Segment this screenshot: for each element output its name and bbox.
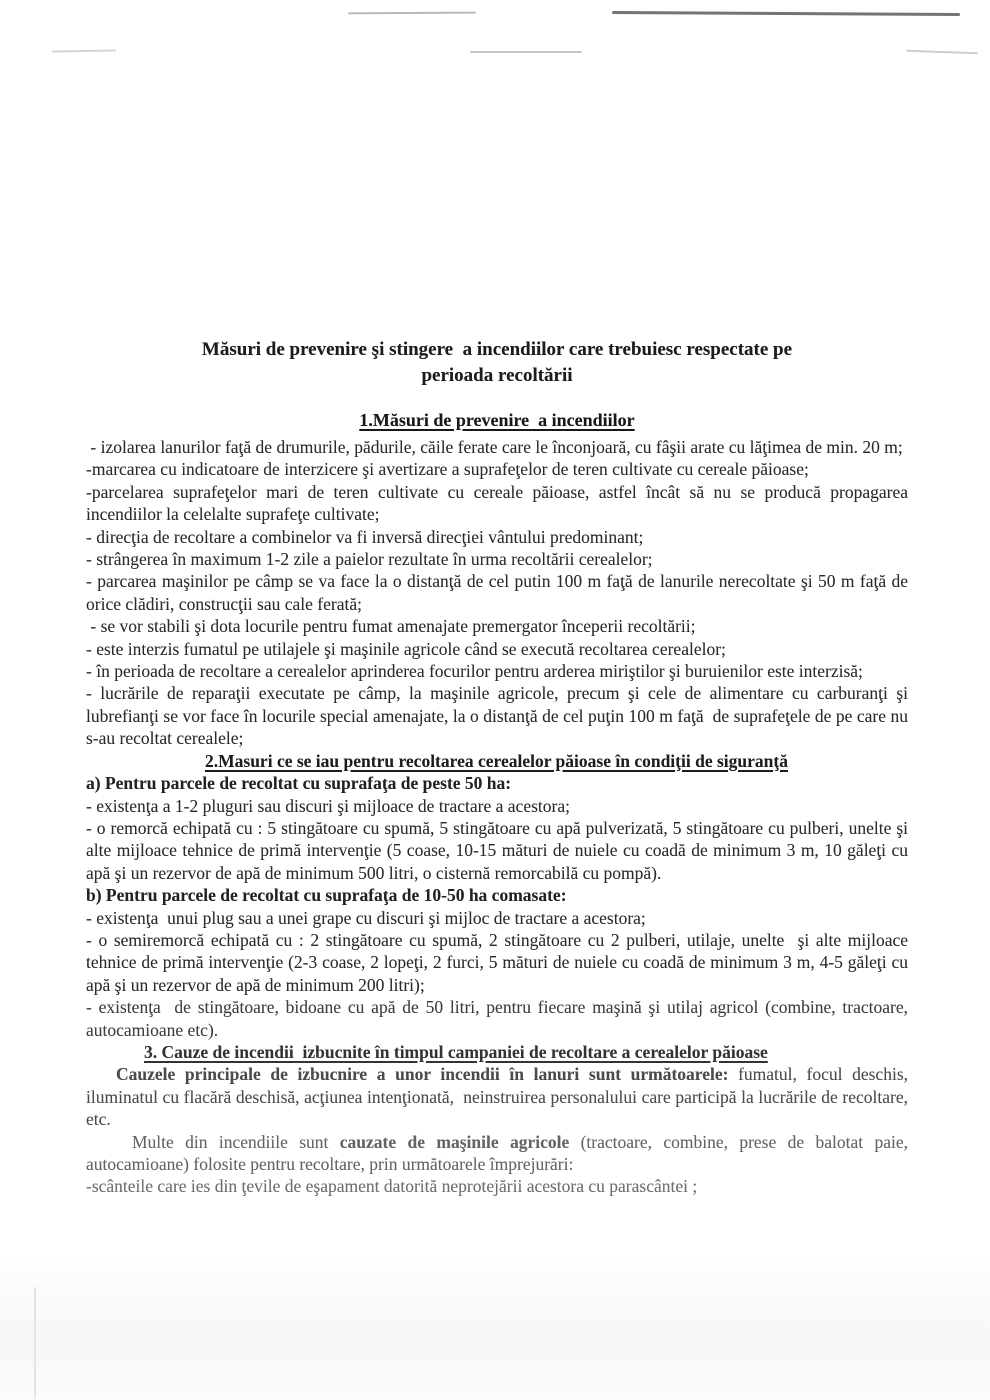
section-3-paragraph-causes — [86, 1063, 908, 1130]
section-1-item: - direcţia de recoltare a combinelor va fi inversă direcţiei vântului predominant; — [86, 526, 644, 547]
section-1-item: - lucrările de reparaţii executate pe câmp, la maşinile agricole, precum şi cele de alimentare cu carburanţi şi lubrefianţi se vor face în locurile special amenajate, la o distanţă de cel puţin 100 m faţă de suprafeţele de pe care nu s-au recoltat cerealele; — [86, 683, 908, 749]
section-3-paragraph-machines-pre: Multe din incendiile sunt — [132, 1131, 340, 1152]
section-1-item: -marcarea cu indicatoare de interzicere şi avertizare a suprafeţelor de teren cultivate cu cereale păioase; — [86, 459, 809, 480]
scan-artifact-line — [34, 1287, 36, 1399]
scan-artifact-line — [470, 51, 582, 53]
section-2a-heading: a) Pentru parcele de recoltat cu suprafaţa de peste 50 ha: — [86, 773, 512, 794]
scan-artifact-line — [906, 50, 978, 55]
document-body — [86, 436, 908, 1198]
section-1-item: - în perioada de recoltare a cerealelor aprinderea focurilor pentru arderea miriştilor şi buruienilor este interzisă; — [86, 661, 863, 682]
section-2b-heading: b) Pentru parcele de recoltat cu suprafaţa de 10-50 ha comasate: — [86, 885, 567, 906]
scan-artifact-line — [612, 11, 960, 16]
section-3-paragraph-causes-rest: fumatul, focul deschis, iluminatul cu flacără deschisă, acţiunea intenţionată, neinstruirea personalului care participă la lucrările de recoltare, etc. — [86, 1064, 909, 1130]
document-title-line2: perioada recoltării — [421, 365, 573, 386]
section-3-paragraph-machines — [86, 1131, 908, 1176]
section-2b-item: - existenţa unui plug sau a unei grape cu discuri şi mijloc de tractare a acestora; — [86, 907, 646, 928]
document-title-line1: Măsuri de prevenire şi stingere a incendiilor care trebuiesc respectate pe — [201, 339, 793, 360]
section-3-paragraph-causes-lead: Cauzele principale de izbucnire a unor incendii în lanuri sunt următoarele: — [116, 1064, 729, 1085]
section-1-item: - se vor stabili şi dota locurile pentru fumat amenajate premergator începerii recoltării; — [86, 616, 696, 637]
section-3-paragraph-machines-bold: cauzate de maşinile agricole — [339, 1131, 570, 1152]
section-1-item: -parcelarea suprafeţelor mari de teren cultivate cu cereale păioase, astfel încât să nu se producă propagarea incendiilor la celelalte suprafeţe cultivate; — [86, 481, 908, 525]
section-2b-item: - existenţa de stingătoare, bidoane cu apă de 50 litri, pentru fiecare maşină şi utilaj agricol (combine, tractoare, autocamioane etc). — [86, 997, 908, 1040]
section-3-paragraph-sparks: -scânteile care ies din ţevile de eşapament datorită neprotejării acestora cu parascântei ; — [86, 1176, 698, 1197]
document-title — [86, 337, 908, 389]
document-content — [86, 337, 908, 1198]
section-3-paragraph-machines-rest: (tractoare, combine, prese de balotat paie, autocamioane) folosite pentru recoltare, prin următoarele împrejurări: — [86, 1131, 908, 1174]
section-3-heading: 3. Cauze de incendii izbucnite în timpul campaniei de recoltare a cerealelor păioase — [144, 1041, 768, 1062]
section-1-item: - strângerea în maximum 1-2 zile a paielor rezultate în urma recoltării cerealelor; — [86, 549, 653, 570]
scan-artifact-line — [348, 12, 476, 15]
section-2a-item: - existenţa a 1-2 pluguri sau discuri şi mijloace de tractare a acestora; — [86, 795, 570, 816]
section-1-item: - izolarea lanurilor faţă de drumurile, pădurile, căile ferate care le înconjoară, cu fâşii arate cu lăţimea de min. 20 m; — [86, 437, 903, 457]
section-2-heading: 2.Masuri ce se iau pentru recoltarea cerealelor păioase în condiţii de siguranţă — [205, 750, 788, 771]
section-2a-item: - o remorcă echipată cu : 5 stingătoare cu spumă, 5 stingătoare cu apă pulverizată, 5 stingătoare cu pulberi, unelte şi alte mijloace tehnice de primă intervenţie (5 coase, 10-15 mături de nuiele cu coadă de minimum 3 m, 10 găleţi cu apă şi un rezervor de apă de minimum 500 litri, o cisternă remorcabilă cu pompă). — [86, 817, 908, 883]
section-1-item: - este interzis fumatul pe utilajele şi maşinile agricole când se execută recoltarea cerealelor; — [86, 638, 726, 659]
section-1-item: - parcarea maşinilor pe câmp se va face la o distanţă de cel putin 100 m faţă de lanurile nerecoltate şi 50 m faţă de orice clădiri, construcţii sau cale ferată; — [86, 571, 908, 614]
scan-artifact-line — [52, 49, 116, 52]
section-2b-item: - o semiremorcă echipată cu : 2 stingătoare cu spumă, 2 stingătoare cu 2 pulberi, utilaje, unelte şi alte mijloace tehnice de primă intervenţie (2-3 coase, 2 lopeţi, 2 furci, 5 mături de nuiele cu coadă de minimum 3 m, 4-5 găleţi cu apă şi un rezervor de apă de minimum 200 litri); — [86, 929, 908, 995]
section-1-heading: 1.Măsuri de prevenire a incendiilor — [359, 410, 635, 430]
